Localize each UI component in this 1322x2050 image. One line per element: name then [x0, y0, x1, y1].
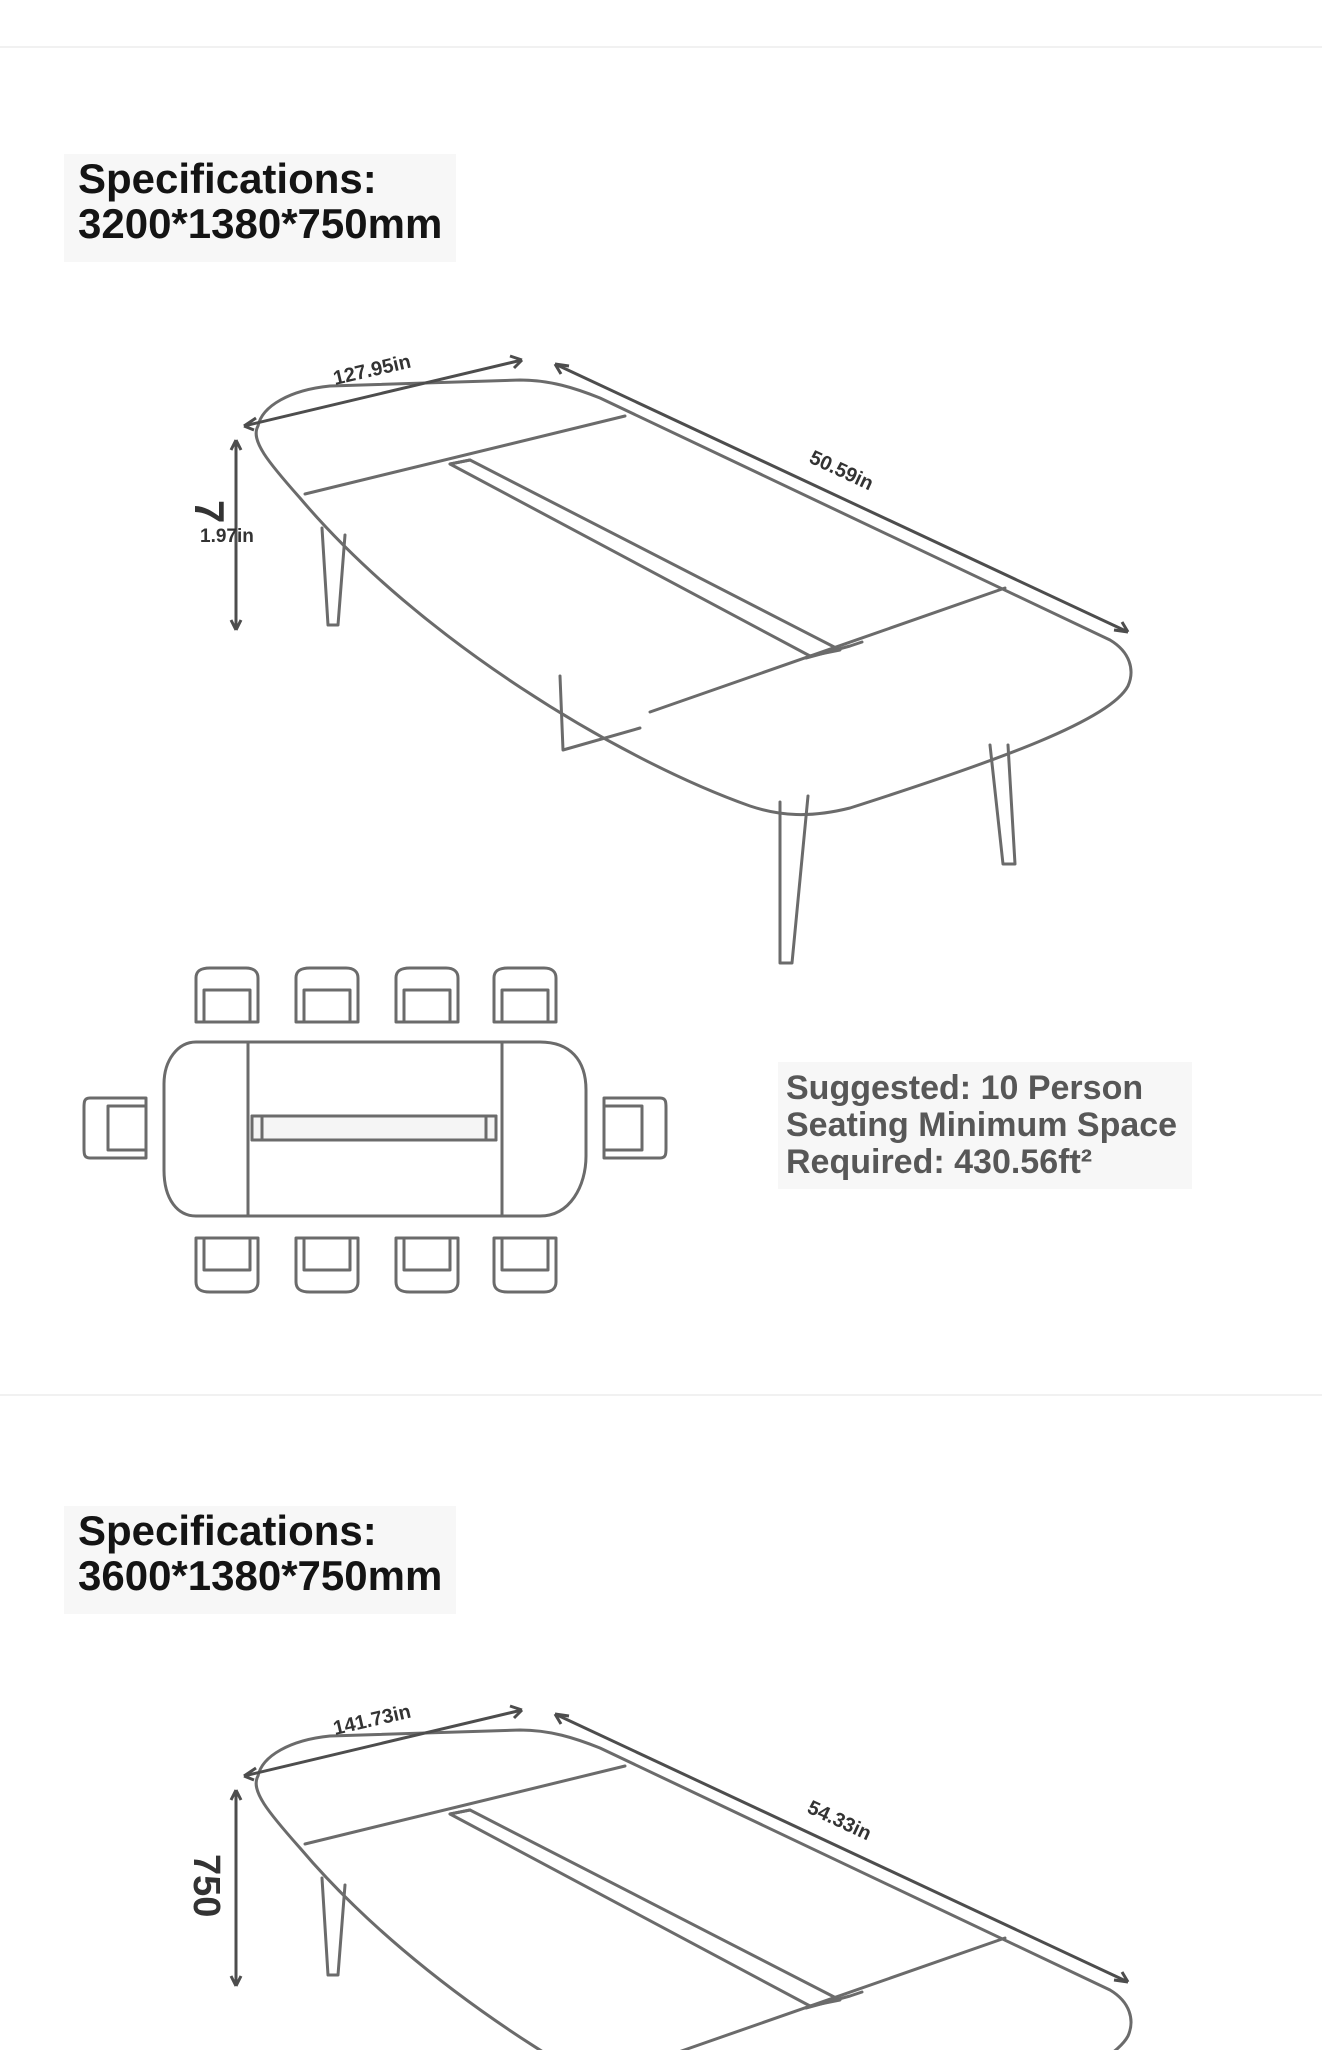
height-label: 750: [185, 1854, 227, 1918]
seating-note: [778, 1062, 1192, 1189]
top-divider: [0, 46, 1322, 48]
seating-plan-drawing: [0, 960, 700, 1290]
chair-icon: [604, 1098, 666, 1158]
height-label: 1.97in: [200, 526, 254, 547]
chair-icon: [196, 968, 258, 1022]
spec-dimensions: 3600*1380*750mm: [78, 1552, 443, 1599]
spec-title: Specifications:: [78, 1507, 377, 1554]
chair-icon: [84, 1098, 146, 1158]
chair-icon: [494, 1238, 556, 1292]
spec-dimensions: 3200*1380*750mm: [78, 200, 443, 247]
chair-icon: [396, 1238, 458, 1292]
length-label: 127.95in: [331, 350, 414, 390]
chair-icon: [196, 1238, 258, 1292]
length-label: 141.73in: [331, 1700, 414, 1740]
seating-note-line: Seating Minimum Space: [786, 1106, 1178, 1144]
width-label: 54.33in: [803, 1796, 875, 1846]
section-divider: [0, 1394, 1322, 1396]
table-perspective-drawing-2: [0, 1690, 1322, 2050]
chair-icon: [396, 968, 458, 1022]
height-mark: 7: [186, 500, 233, 524]
spec-heading-1: [64, 154, 456, 262]
table-perspective-drawing-1: [0, 340, 1322, 980]
spec-title: Specifications:: [78, 155, 377, 202]
chair-icon: [296, 1238, 358, 1292]
chair-icon: [494, 968, 556, 1022]
width-label: 50.59in: [805, 446, 877, 496]
seating-note-line: Required: 430.56ft²: [786, 1143, 1093, 1181]
chair-icon: [296, 968, 358, 1022]
seating-note-line: Suggested: 10 Person: [786, 1069, 1144, 1107]
spec-heading-2: [64, 1506, 456, 1614]
